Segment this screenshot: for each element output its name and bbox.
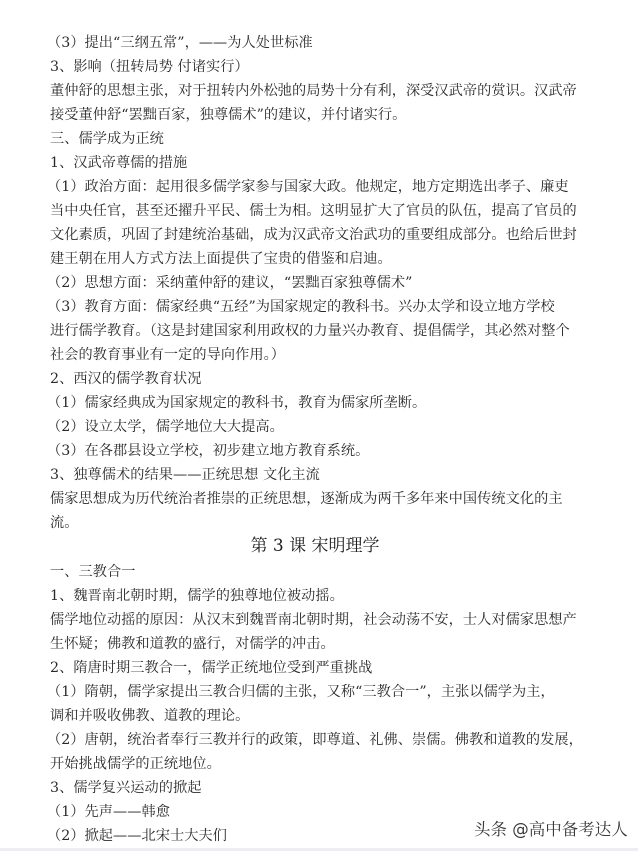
text-line: （1）儒家经典成为国家规定的教科书，教育为儒家所垄断。 [47,395,427,411]
watermark-label: 头条 @高中备考达人 [474,820,628,839]
text-line: 进行儒学教育。（这是封建国家利用政权的力量兴办教育、提倡儒学，其必然对整个 [50,323,570,339]
text-line: （2）思想方面：采纳董仲舒的建议，“罢黜百家独尊儒术” [47,275,413,291]
subsection-heading: 2、西汉的儒学教育状况 [50,371,202,387]
section-heading: 三、儒学成为正统 [50,131,164,147]
text-line: 儒学地位动摇的原因：从汉末到魏晋南北朝时期，社会动荡不安，士人对儒家思想产 [50,612,577,628]
section-heading: 一、三教合一 [50,564,136,580]
subsection-heading: 1、汉武帝尊儒的措施 [50,155,188,171]
text-line: 开始挑战儒学的正统地位。 [50,756,221,772]
text-line: （1）政治方面：起用很多儒学家参与国家大政。他规定，地方定期选出孝子、廉吏 [47,179,569,195]
subsection-heading: 1、魏晋南北朝时期，儒学的独尊地位被动摇。 [50,588,344,604]
text-line: （1）先声——韩愈 [47,804,170,820]
text-line: （1）隋朝，儒学家提出三教合归儒的主张，又称“三教合一”，主张以儒学为主， [47,684,555,700]
subsection-heading: 3、儒学复兴运动的掀起 [50,780,202,796]
text-line: 调和并吸收佛教、道教的理论。 [50,708,250,724]
text-line: 社会的教育事业有一定的导向作用。） [50,347,285,363]
text-line: （3）教育方面：儒家经典“五经”为国家规定的教科书。兴办太学和设立地方学校 [47,299,555,315]
text-line: 文化素质，巩固了封建统治基础，成为汉武帝文治武功的重要组成部分。也给后世封 [50,227,577,243]
text-line: （2）掀起——北宋士大夫们 [47,828,227,844]
text-line: 当中央任官，甚至还擢升平民、儒士为相。这明显扩大了官员的队伍，提高了官员的 [50,203,577,219]
subsection-heading: 3、独尊儒术的结果——正统思想 文化主流 [50,467,320,483]
text-line: （3）提出“三纲五常”，——为人处世标准 [47,35,313,51]
text-line: 接受董仲舒“罢黜百家，独尊儒术”的建议，并付诸实行。 [50,107,407,123]
lesson-title: 第 3 课 宋明理学 [250,536,380,556]
text-line: 董仲舒的思想主张，对于扭转内外松弛的局势十分有利，深受汉武帝的赏识。汉武帝 [50,83,577,99]
text-line: （3）在各郡县设立学校，初步建立地方教育系统。 [47,443,370,459]
subsection-heading: 2、隋唐时期三教合一，儒学正统地位受到严重挑战 [50,660,373,676]
text-line: 建王朝在用人方式方法上面提供了宝贵的借鉴和启迪。 [50,251,392,267]
text-line: 生怀疑；佛教和道教的盛行，对儒学的冲击。 [50,636,335,652]
text-line: 3、影响（扭转局势 付诸实行） [50,59,249,75]
text-line: 流。 [50,515,79,531]
text-line: （2）唐朝，统治者奉行三教并行的政策，即尊道、礼佛、崇儒。佛教和道教的发展， [47,732,583,748]
text-line: （2）设立太学，儒学地位大大提高。 [47,419,284,435]
text-line: 儒家思想成为历代统治者推崇的正统思想，逐渐成为两千多年来中国传统文化的主 [50,491,563,507]
